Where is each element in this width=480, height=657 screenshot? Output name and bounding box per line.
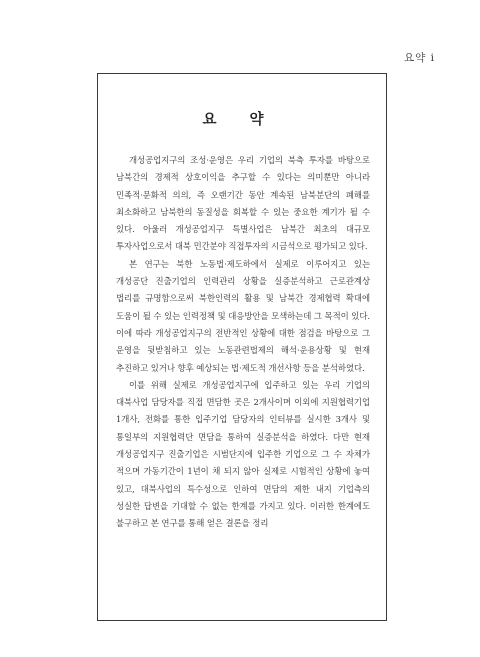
page-title: 요 약 bbox=[202, 111, 278, 128]
summary-body bbox=[116, 152, 370, 533]
paragraph-1: 개성공업지구의 조성·운영은 우리 기업의 북측 투자를 바탕으로 남북간의 경제적 상호이익을 추구할 수 있다는 의미뿐만 아니라 민족적·문화적 의의, 즉 오랜기간 동안 계속된 남북분단의 폐해를 최소화하고 남북한의 동질성을 회복할 수 있는 중요한 계기가 될 수 있다. 아울러 개성공업지구 특별사업은 남북간 최초의 대규모 투자사업으로서 대북 민간분야 직접투자의 시금석으로 평가되고 있다. bbox=[116, 155, 370, 252]
paragraph-3: 이를 위해 실제로 개성공업지구에 입주하고 있는 우리 기업의 대북사업 담당자를 직접 면담한 곳은 2개사이며 이외에 지원협력기업 1개사, 전화를 통한 입주기업 담당자의 인터뷰를 실시한 3개사 및 통일부의 지원협력단 면담을 통하여 실증분석을 하였다. 다만 현재 개성공업지구 진출기업은 시범단지에 입주한 기업으로 그 수 자체가 적으며 가동기간이 1년이 채 되지 않아 실제로 시험적인 상황에 놓여 있고, 대북사업의 특수성으로 인하여 면담의 제한 내지 기업측의 성실한 답변을 기대할 수 없는 한계를 가지고 있다. 이러한 한계에도 불구하고 본 연구를 통해 얻은 결론을 정리 bbox=[116, 379, 370, 529]
running-header: 요약 i bbox=[404, 52, 435, 64]
paragraph-2: 본 연구는 북한 노동법·제도하에서 실제로 이루어지고 있는 개성공단 진출기업의 인력관리 상황을 실증분석하고 근로관계상 법리를 규명함으로써 북한인력의 활용 및 남북간 경제협력 확대에 도움이 될 수 있는 인력정책 및 대응방안을 모색하는데 그 목적이 있다. 이에 따라 개성공업지구의 전반적인 상황에 대한 점검을 바탕으로 그 운영을 뒷받침하고 있는 노동관련법제의 해석·운용상황 및 현재 추진하고 있거나 향후 예상되는 법·제도적 개선사항 등을 분석하였다. bbox=[116, 258, 370, 373]
